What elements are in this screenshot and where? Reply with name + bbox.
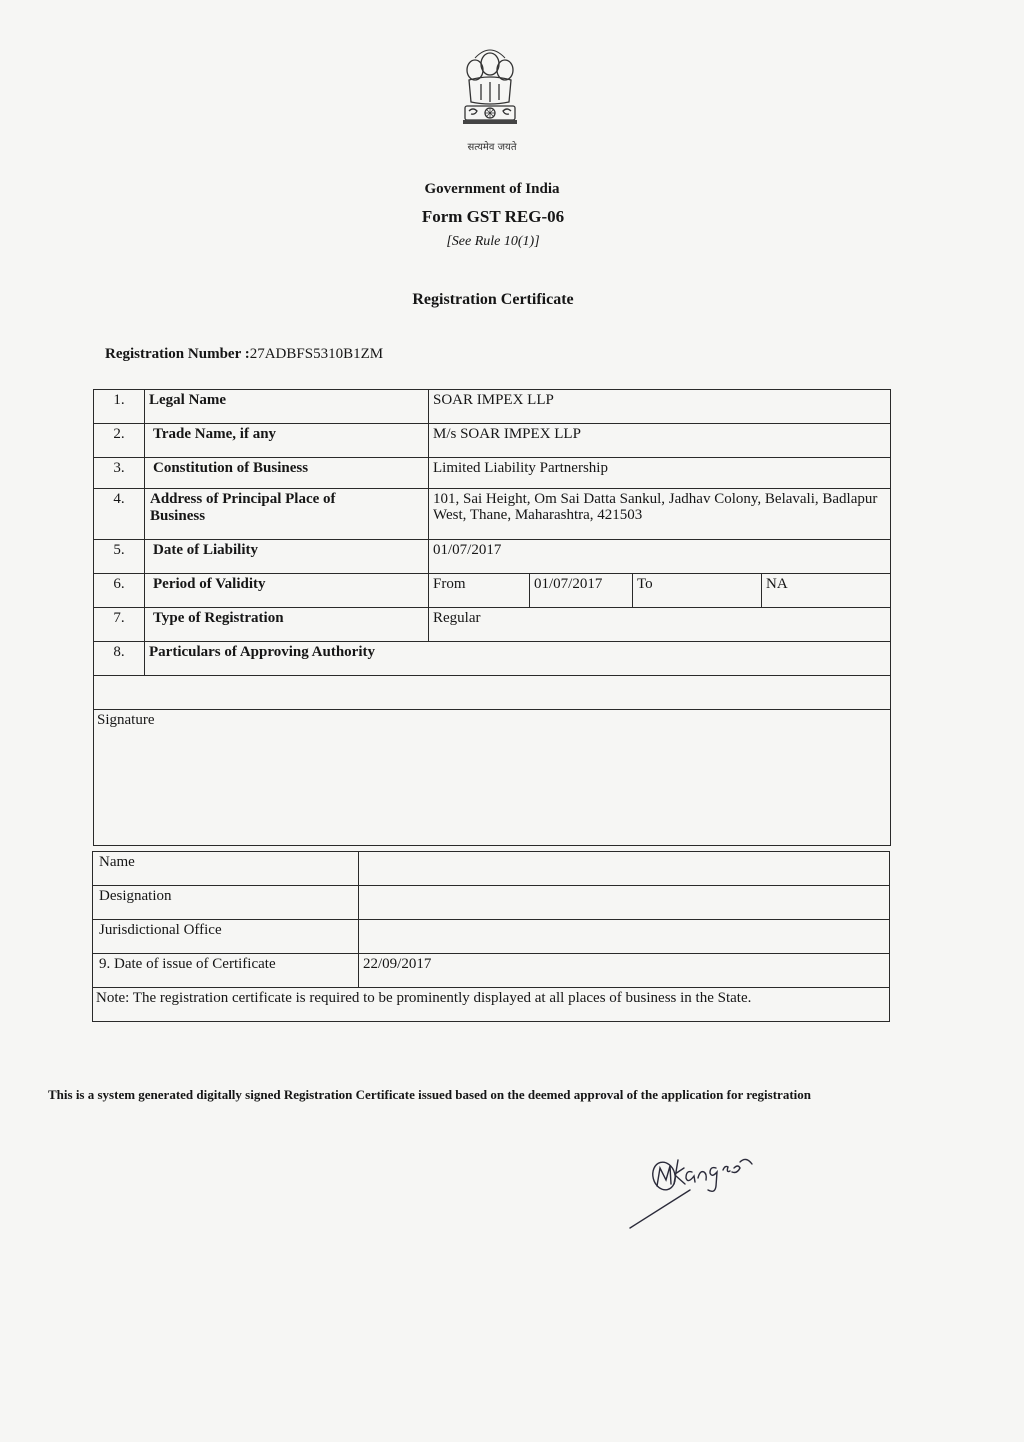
validity-from-value: 01/07/2017 bbox=[530, 574, 633, 608]
constitution-label: Constitution of Business bbox=[145, 458, 429, 489]
legal-name-value: SOAR IMPEX LLP bbox=[429, 390, 891, 424]
row-number: 7. bbox=[94, 608, 145, 642]
table-row bbox=[94, 574, 891, 608]
table-row bbox=[94, 489, 891, 540]
rule-reference: [See Rule 10(1)] bbox=[446, 234, 540, 249]
government-heading: Government of India bbox=[424, 181, 560, 197]
signature-label: Signature bbox=[94, 710, 891, 846]
address-label: Address of Principal Place of Business bbox=[145, 489, 429, 540]
row-number: 4. bbox=[94, 489, 145, 540]
registration-type-label: Type of Registration bbox=[145, 608, 429, 642]
registration-number-line bbox=[105, 346, 383, 363]
validity-label: Period of Validity bbox=[145, 574, 429, 608]
row-number: 2. bbox=[94, 424, 145, 458]
validity-to-value: NA bbox=[762, 574, 891, 608]
table-row bbox=[94, 642, 891, 676]
table-row bbox=[93, 920, 890, 954]
designation-value bbox=[359, 886, 890, 920]
display-note: Note: The registration certificate is required to be prominently displayed at all places of business in the State. bbox=[93, 988, 890, 1022]
jurisdictional-office-value bbox=[359, 920, 890, 954]
registration-number-label: Registration Number : bbox=[105, 346, 250, 362]
emblem-motto: सत्यमेव जयते bbox=[467, 142, 517, 153]
row-number: 8. bbox=[94, 642, 145, 676]
national-emblem-icon bbox=[455, 44, 525, 152]
system-generated-footer: This is a system generated digitally signed Registration Certificate issued based on the deemed approval of the application for registration bbox=[48, 1087, 812, 1102]
validity-to-label: To bbox=[633, 574, 762, 608]
table-row bbox=[94, 710, 891, 846]
liability-date-label: Date of Liability bbox=[145, 540, 429, 574]
address-value: 101, Sai Height, Om Sai Datta Sankul, Jadhav Colony, Belavali, Badlapur West, Thane, Maharashtra, 421503 bbox=[429, 489, 891, 540]
authority-name-label: Name bbox=[93, 852, 359, 886]
table-row bbox=[93, 988, 890, 1022]
legal-name-label: Legal Name bbox=[145, 390, 429, 424]
issue-date-value: 22/09/2017 bbox=[359, 954, 890, 988]
blank-row bbox=[94, 676, 891, 710]
row-number: 5. bbox=[94, 540, 145, 574]
authority-table bbox=[92, 851, 890, 1022]
table-row bbox=[94, 390, 891, 424]
table-row bbox=[94, 458, 891, 489]
validity-from-label: From bbox=[429, 574, 530, 608]
constitution-value: Limited Liability Partnership bbox=[429, 458, 891, 489]
form-title: Form GST REG-06 bbox=[421, 207, 565, 226]
approving-authority-label: Particulars of Approving Authority bbox=[145, 642, 891, 676]
handwritten-signature bbox=[628, 1138, 778, 1233]
liability-date-value: 01/07/2017 bbox=[429, 540, 891, 574]
table-row bbox=[94, 608, 891, 642]
trade-name-value: M/s SOAR IMPEX LLP bbox=[429, 424, 891, 458]
designation-label: Designation bbox=[93, 886, 359, 920]
table-row bbox=[93, 852, 890, 886]
certificate-title: Registration Certificate bbox=[412, 291, 574, 308]
registration-details-table bbox=[93, 389, 891, 846]
trade-name-label: Trade Name, if any bbox=[145, 424, 429, 458]
registration-number: 27ADBFS5310B1ZM bbox=[249, 346, 384, 362]
table-row bbox=[93, 886, 890, 920]
registration-type-value: Regular bbox=[429, 608, 891, 642]
table-row bbox=[94, 540, 891, 574]
table-row bbox=[94, 676, 891, 710]
table-row bbox=[93, 954, 890, 988]
authority-name-value bbox=[359, 852, 890, 886]
row-number: 1. bbox=[94, 390, 145, 424]
row-number: 6. bbox=[94, 574, 145, 608]
issue-date-label: 9. Date of issue of Certificate bbox=[93, 954, 359, 988]
table-row bbox=[94, 424, 891, 458]
jurisdictional-office-label: Jurisdictional Office bbox=[93, 920, 359, 954]
row-number: 3. bbox=[94, 458, 145, 489]
